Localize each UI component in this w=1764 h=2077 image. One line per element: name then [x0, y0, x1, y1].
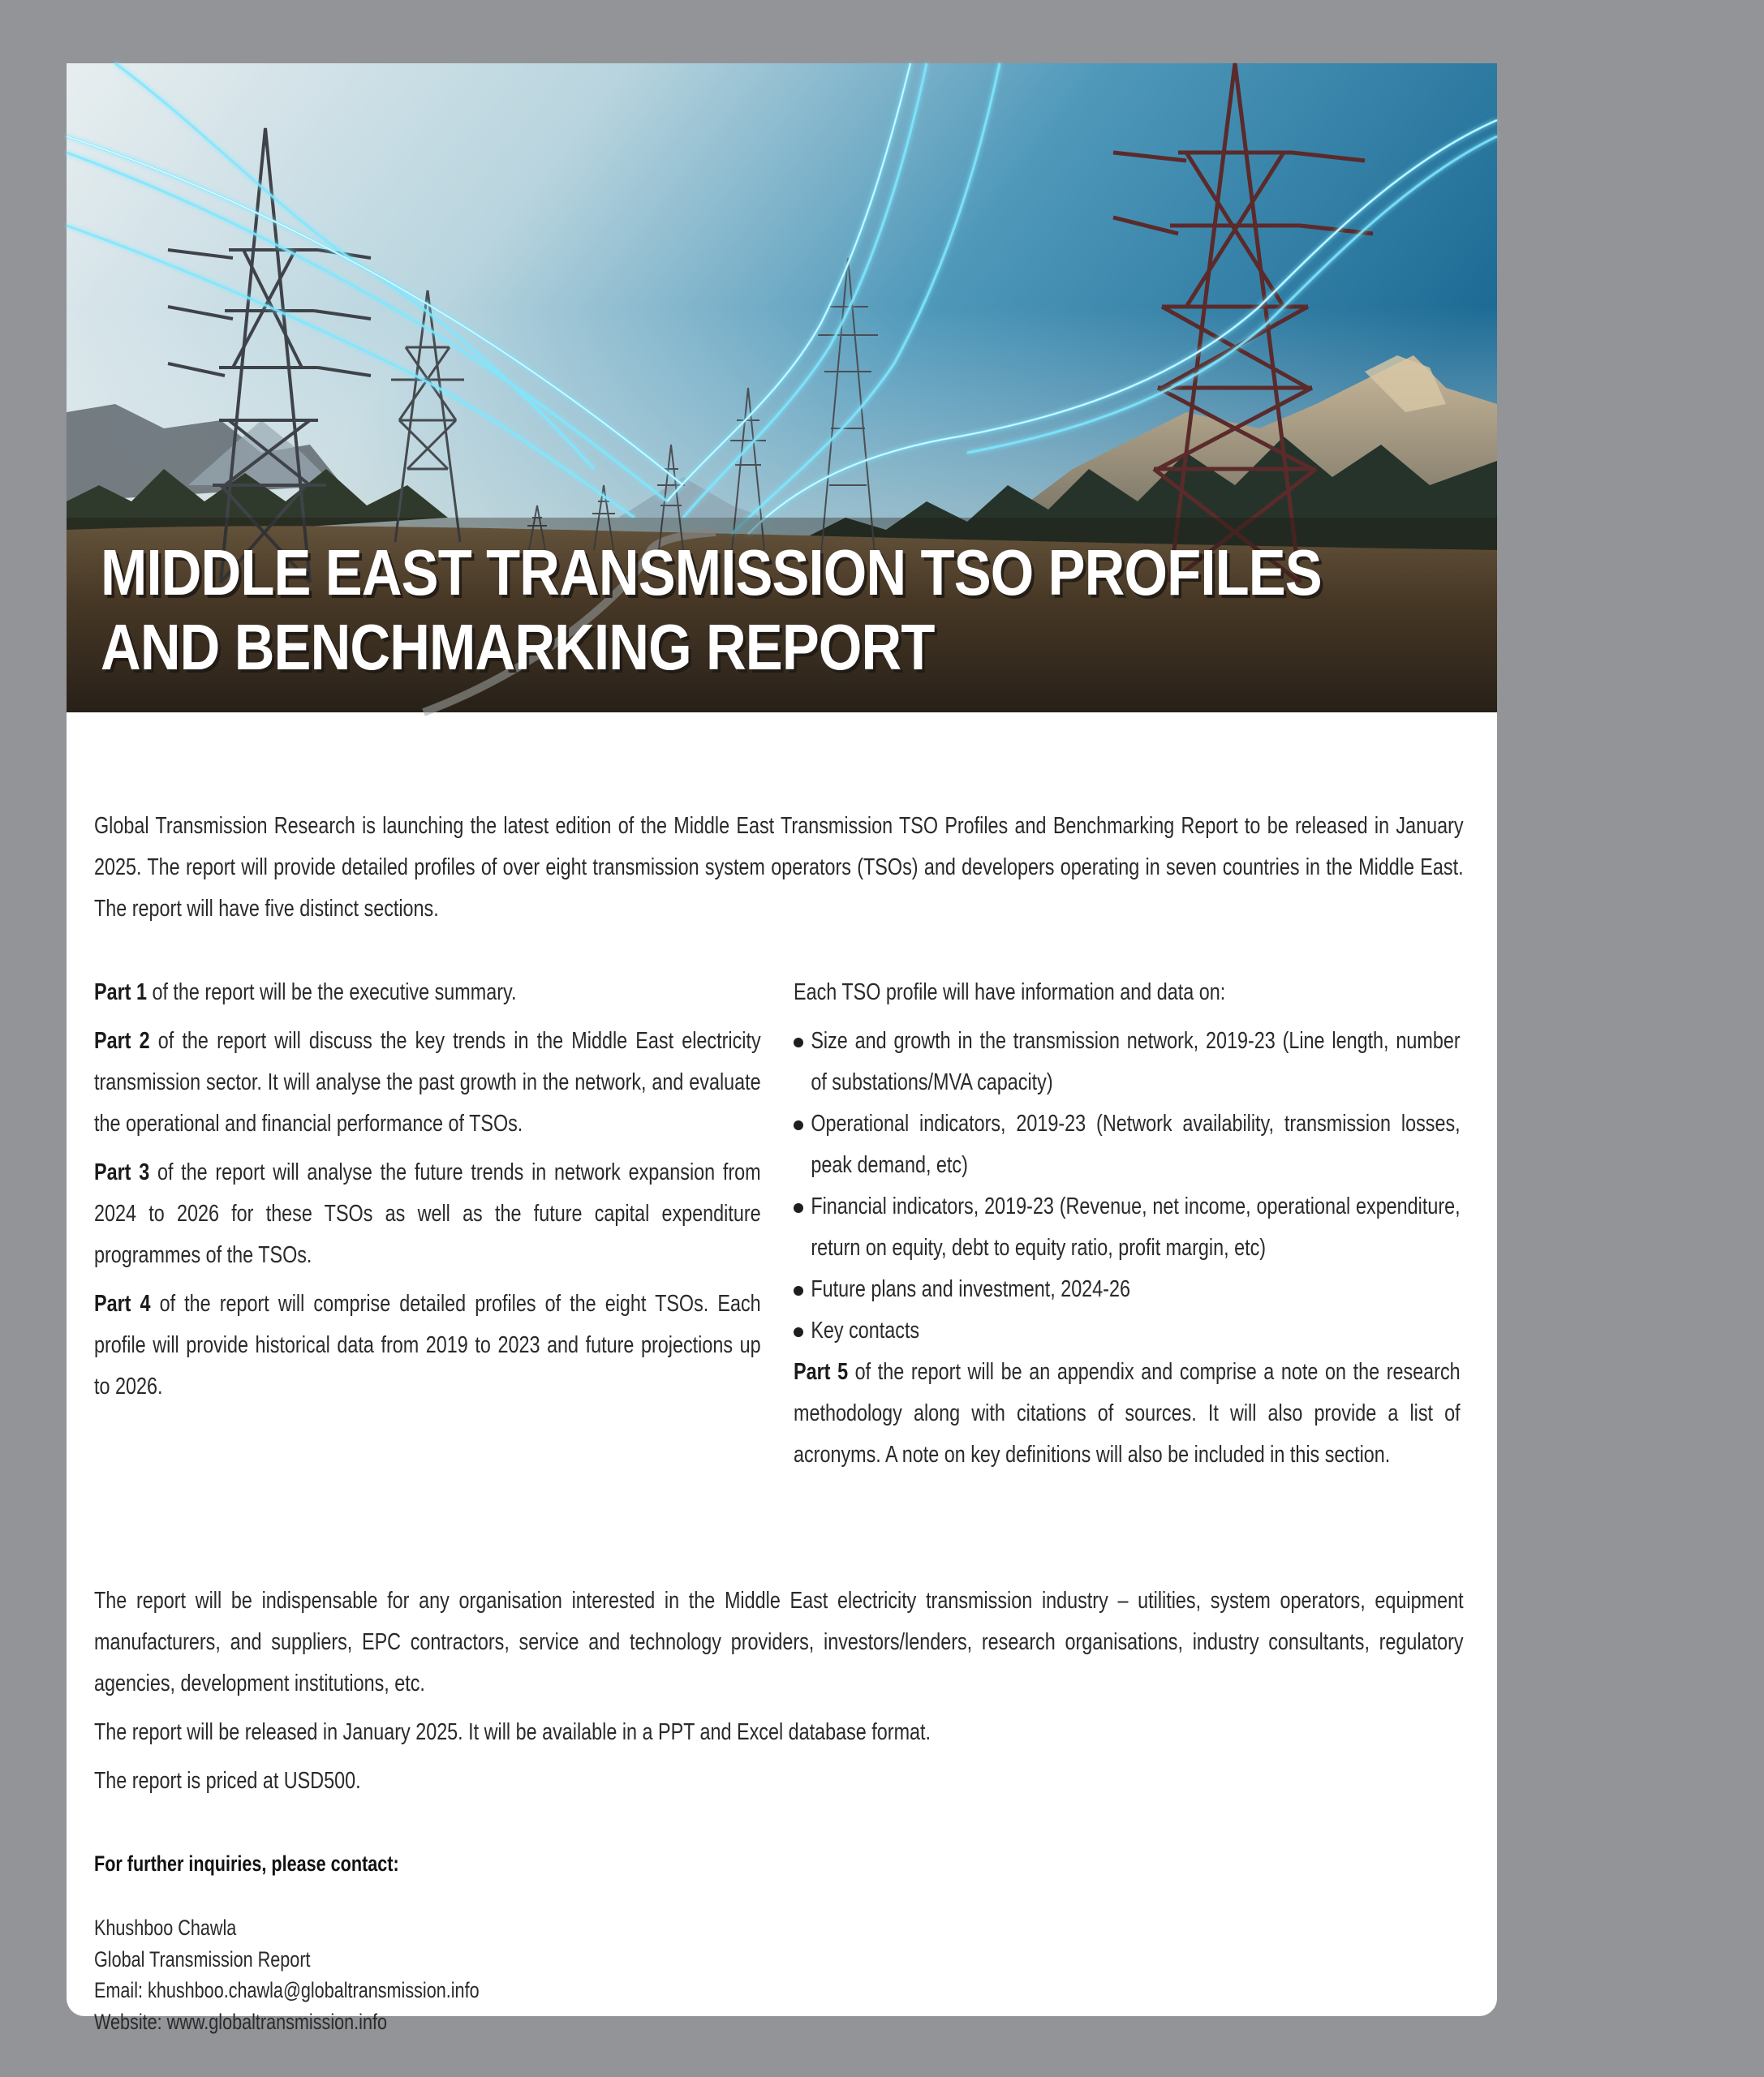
bullet-text: Key contacts: [811, 1318, 920, 1344]
title-line-2: AND BENCHMARKING REPORT: [101, 611, 935, 683]
audience-paragraph: The report will be indispensable for any organisation interested in the Middle East electricity transmission industry – utilities, system operators, equipment manufacturers, and suppliers, EPC contractors, service and technology providers, investors/lenders, research organisations, industry consultants, regulatory agencies, development institutions, etc.: [94, 1588, 1464, 1696]
part-text: of the report will be the executive summary.: [146, 979, 517, 1005]
part-3: [94, 1152, 761, 1276]
part-4: [94, 1284, 761, 1408]
contact-block: [94, 1847, 575, 2037]
closing-section: [94, 1580, 1764, 1809]
part-5: [794, 1352, 1461, 1476]
part-label: Part 5: [794, 1359, 849, 1385]
bullet-text: Operational indicators, 2019-23 (Network availability, transmission losses, peak demand, etc): [811, 1111, 1461, 1178]
list-item: [794, 1103, 1464, 1186]
parts-column-left: [94, 972, 761, 1415]
list-item: [794, 1186, 1464, 1269]
part-text: of the report will discuss the key trends in the Middle East electricity transmission sector. It will analyse the past growth in the network, and evaluate the operational and financial performance of TSOs.: [94, 1028, 761, 1137]
parts-column-right: [794, 972, 1464, 1483]
contact-website-row: [94, 2006, 480, 2038]
part-label: Part 3: [94, 1159, 150, 1185]
bullet-text: Future plans and investment, 2024-26: [811, 1276, 1130, 1302]
contact-heading: For further inquiries, please contact:: [94, 1851, 399, 1876]
list-item: [794, 1269, 1464, 1310]
flyer-card: [67, 63, 1497, 2034]
release-paragraph: The report will be released in January 2025. It will be available in a PPT and Excel database format.: [94, 1719, 931, 1745]
part-label: Part 2: [94, 1028, 150, 1054]
part-text: of the report will comprise detailed profiles of the eight TSOs. Each profile will provide historical data from 2019 to 2023 and future projections up to 2026.: [94, 1291, 761, 1400]
contact-details: [94, 1912, 575, 2037]
hero-banner: [67, 63, 1497, 712]
contact-email-row: [94, 1975, 480, 2006]
part-text: of the report will analyse the future trends in network expansion from 2024 to 2026 for these TSOs as well as the future capital expenditure programmes of the TSOs.: [94, 1159, 761, 1268]
list-item: [794, 1021, 1464, 1103]
email-link[interactable]: khushboo.chawla@globaltransmission.info: [148, 1978, 480, 2002]
website-link[interactable]: www.globaltransmission.info: [166, 2009, 387, 2034]
profile-lead: Each TSO profile will have information and data on:: [794, 979, 1226, 1005]
website-label: Website:: [94, 2009, 167, 2034]
bullet-text: Financial indicators, 2019-23 (Revenue, net income, operational expenditure, return on equity, debt to equity ratio, profit margin, etc): [811, 1193, 1461, 1261]
contact-organisation: Global Transmission Report: [94, 1946, 311, 1972]
report-title: [101, 535, 1322, 685]
title-line-1: MIDDLE EAST TRANSMISSION TSO PROFILES: [101, 536, 1322, 608]
part-text: of the report will be an appendix and comprise a note on the research methodology along with citations of sources. It will also provide a list of acronyms. A note on key definitions will also be included in this section.: [794, 1359, 1461, 1468]
part-1: [94, 972, 761, 1013]
contact-name: Khushboo Chawla: [94, 1916, 237, 1940]
part-label: Part 4: [94, 1291, 151, 1317]
part-label: Part 1: [94, 979, 147, 1005]
list-item: [794, 1310, 1464, 1352]
part-2: [94, 1021, 761, 1145]
profile-bullet-list: [794, 1021, 1464, 1352]
bullet-text: Size and growth in the transmission network, 2019-23 (Line length, number of substations/MVA capacity): [811, 1028, 1461, 1095]
intro-paragraph: Global Transmission Research is launching the latest edition of the Middle East Transmission TSO Profiles and Benchmarking Report to be released in January 2025. The report will provide detailed profiles of over eight transmission system operators (TSOs) and developers operating in seven countries in the Middle East. The report will have five distinct sections.: [94, 813, 1464, 922]
email-label: Email:: [94, 1978, 148, 2002]
price-paragraph: The report is priced at USD500.: [94, 1768, 361, 1794]
